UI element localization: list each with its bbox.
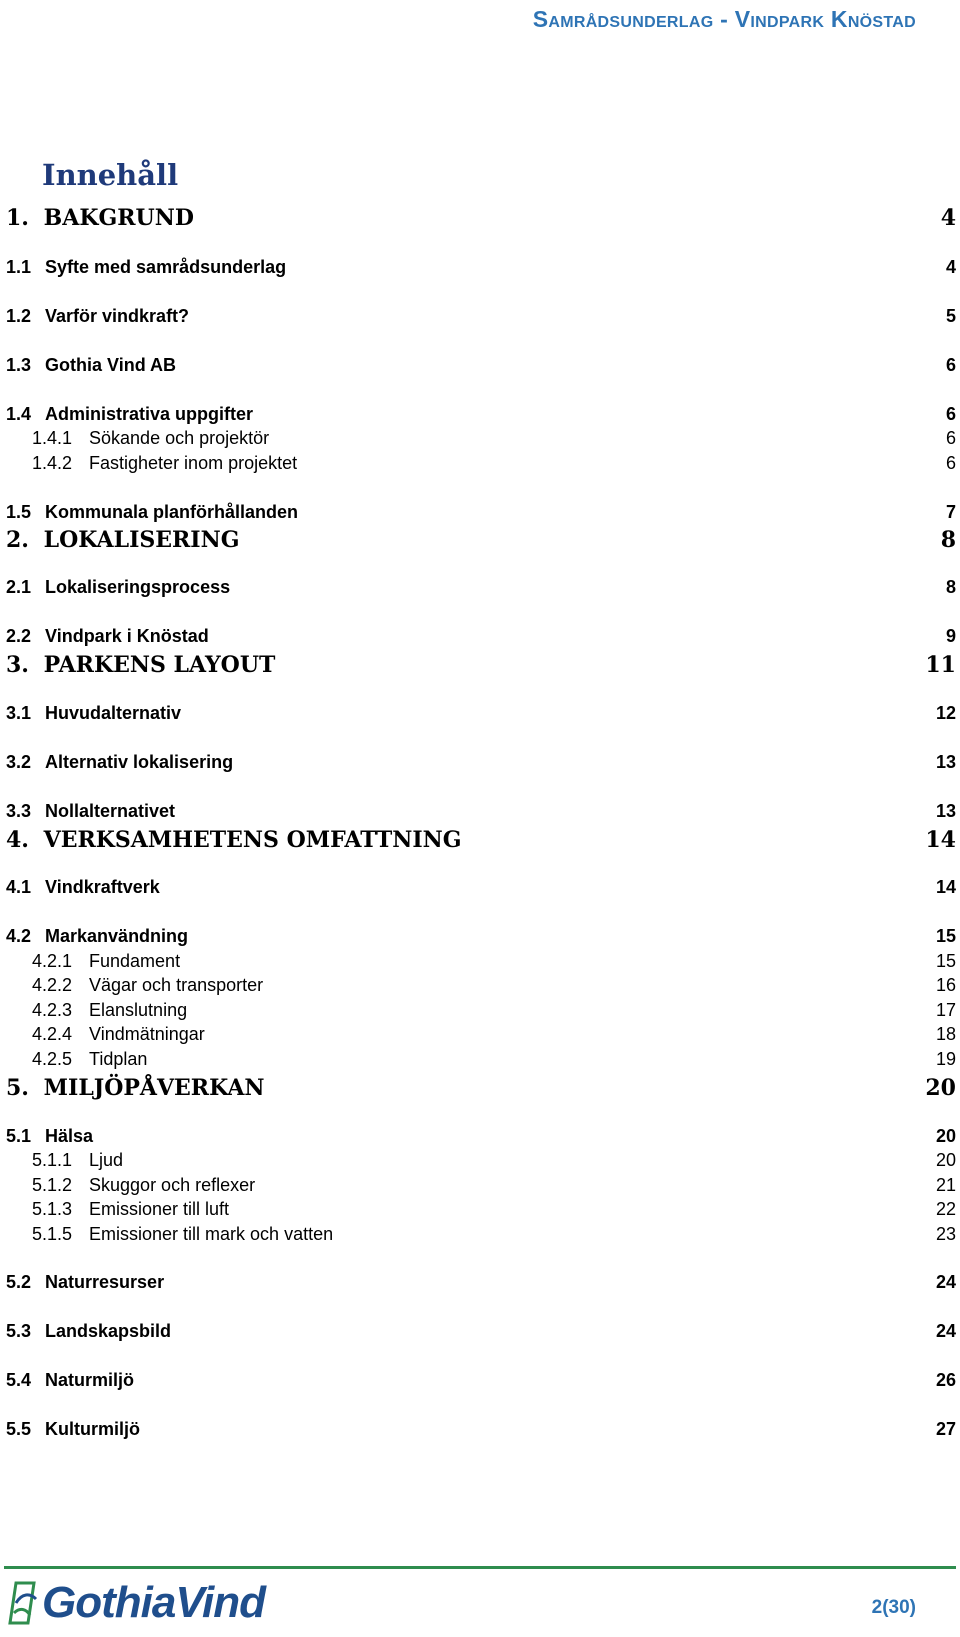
toc-entry-page: 14	[925, 827, 956, 853]
toc-entry-number: 2.1	[6, 577, 32, 597]
toc-entry[interactable]	[6, 703, 956, 724]
toc-entry-label	[6, 801, 175, 822]
toc-entry-number: 1.4.1	[32, 428, 73, 448]
toc-entry-number: 5.	[6, 1075, 29, 1101]
toc-entry-label	[6, 502, 298, 523]
toc-entry-label	[6, 1419, 140, 1440]
toc-entry-number: 5.2	[6, 1272, 32, 1292]
toc-entry-page: 17	[935, 1000, 956, 1020]
toc-entry-title: Kulturmiljö	[45, 1419, 141, 1439]
toc-entry[interactable]	[6, 1321, 956, 1342]
logo-wordmark: GothiaVind	[42, 1578, 266, 1627]
toc-entry-page: 5	[945, 306, 956, 326]
toc-entry-number: 3.	[6, 652, 29, 678]
toc-entry[interactable]	[32, 1175, 956, 1196]
toc-entry-label	[6, 577, 230, 598]
toc-entry-number: 5.3	[6, 1321, 32, 1341]
toc-entry-label	[6, 306, 189, 327]
toc-entry-number: 1.3	[6, 355, 32, 375]
toc-entry-number: 4.2.1	[32, 951, 73, 971]
toc-entry-label	[32, 1049, 147, 1070]
toc-entry-title: Ljud	[89, 1150, 124, 1170]
toc-entry-page: 9	[945, 626, 956, 646]
toc-entry[interactable]	[6, 527, 956, 553]
toc-entry[interactable]	[6, 257, 956, 278]
toc-entry[interactable]	[32, 428, 956, 449]
toc-entry-label	[6, 355, 176, 376]
toc-entry-title: Vägar och transporter	[89, 975, 264, 995]
toc-entry[interactable]	[32, 1150, 956, 1171]
toc-entry-title: Vindkraftverk	[45, 877, 160, 897]
toc-entry-number: 4.	[6, 827, 29, 853]
toc-entry[interactable]	[6, 404, 956, 425]
toc-entry-label	[6, 1321, 171, 1342]
toc-entry-label	[6, 1272, 164, 1293]
toc-entry-number: 4.1	[6, 877, 32, 897]
toc-entry-page: 14	[935, 877, 956, 897]
company-logo	[6, 1578, 265, 1628]
toc-entry-title: PARKENS LAYOUT	[43, 652, 276, 678]
toc-entry[interactable]	[32, 951, 956, 972]
toc-entry-page: 8	[940, 527, 956, 553]
toc-entry-number: 5.1.3	[32, 1199, 73, 1219]
toc-entry-label	[6, 404, 253, 425]
toc-entry-title: Emissioner till mark och vatten	[89, 1224, 334, 1244]
toc-entry-page: 20	[925, 1075, 956, 1101]
toc-entry[interactable]	[6, 1075, 956, 1101]
toc-entry-page: 15	[935, 926, 956, 946]
toc-entry[interactable]	[32, 453, 956, 474]
toc-entry-title: Gothia Vind AB	[45, 355, 177, 375]
toc-entry[interactable]	[6, 1370, 956, 1391]
toc-entry-page: 27	[935, 1419, 956, 1439]
toc-entry[interactable]	[32, 1224, 956, 1245]
toc-entry[interactable]	[32, 1049, 956, 1070]
toc-entry-number: 1.1	[6, 257, 32, 277]
toc-entry-title: Naturmiljö	[45, 1370, 135, 1390]
toc-entry-title: Administrativa uppgifter	[45, 404, 254, 424]
toc-entry-page: 12	[935, 703, 956, 723]
toc-entry-page: 11	[925, 652, 956, 678]
toc-entry-label	[6, 877, 160, 898]
toc-entry-title: Huvudalternativ	[45, 703, 182, 723]
toc-entry-label	[32, 1175, 255, 1196]
toc-entry[interactable]	[6, 926, 956, 947]
toc-entry-title: MILJÖPÅVERKAN	[43, 1075, 265, 1101]
toc-entry-number: 4.2.3	[32, 1000, 73, 1020]
toc-entry-title: Naturresurser	[45, 1272, 165, 1292]
toc-entry-page: 26	[935, 1370, 956, 1390]
toc-entry-page: 18	[935, 1024, 956, 1044]
toc-entry-title: LOKALISERING	[43, 527, 240, 553]
toc-entry-number: 3.2	[6, 752, 32, 772]
toc-entry-number: 5.1.5	[32, 1224, 73, 1244]
toc-entry-label	[32, 1199, 229, 1220]
toc-entry-number: 5.4	[6, 1370, 32, 1390]
toc-entry-label	[6, 205, 194, 231]
toc-entry-label	[6, 1370, 134, 1391]
toc-entry[interactable]	[32, 1000, 956, 1021]
toc-entry-title: Elanslutning	[89, 1000, 188, 1020]
toc-entry-title: BAKGRUND	[43, 205, 194, 231]
toc-entry-page: 4	[940, 205, 956, 231]
toc-entry-number: 1.4	[6, 404, 32, 424]
toc-entry[interactable]	[6, 502, 956, 523]
toc-entry-title: Varför vindkraft?	[45, 306, 190, 326]
toc-entry-label	[32, 428, 269, 449]
toc-entry[interactable]	[6, 1272, 956, 1293]
toc-entry-page: 21	[935, 1175, 956, 1195]
toc-entry-title: Sökande och projektör	[89, 428, 270, 448]
toc-entry-number: 4.2.4	[32, 1024, 73, 1044]
toc-entry-label	[6, 827, 462, 853]
toc-entry[interactable]	[32, 975, 956, 996]
toc-entry-label	[6, 752, 233, 773]
toc-entry[interactable]	[6, 306, 956, 327]
toc-entry-number: 2.2	[6, 626, 32, 646]
toc-entry-label	[32, 1224, 333, 1245]
toc-entry-number: 2.	[6, 527, 29, 553]
toc-entry-label	[6, 626, 209, 647]
toc-entry-number: 1.5	[6, 502, 32, 522]
toc-entry-page: 4	[945, 257, 956, 277]
toc-entry-title: Landskapsbild	[45, 1321, 172, 1341]
toc-entry[interactable]	[32, 1199, 956, 1220]
toc-entry-page: 22	[935, 1199, 956, 1219]
toc-entry-label	[32, 1000, 187, 1021]
toc-entry-label	[32, 975, 263, 996]
toc-entry-page: 16	[935, 975, 956, 995]
toc-entry-page: 20	[935, 1126, 956, 1146]
page-number: 2(30)	[871, 1597, 916, 1618]
toc-entry[interactable]	[32, 1024, 956, 1045]
toc-entry-title: Kommunala planförhållanden	[45, 502, 299, 522]
toc-entry[interactable]	[6, 205, 956, 231]
toc-entry-title: Vindpark i Knöstad	[45, 626, 209, 646]
toc-entry-number: 4.2.5	[32, 1049, 73, 1069]
toc-entry[interactable]	[6, 626, 956, 647]
toc-entry-label	[6, 257, 286, 278]
toc-entry-label	[6, 1126, 93, 1147]
toc-entry-title: Tidplan	[89, 1049, 148, 1069]
toc-entry-page: 23	[935, 1224, 956, 1244]
toc-entry-label	[32, 453, 297, 474]
toc-entry-number: 5.1.1	[32, 1150, 73, 1170]
toc-entry[interactable]	[6, 355, 956, 376]
toc-entry-number: 4.2	[6, 926, 32, 946]
wind-turbine-icon	[6, 1579, 40, 1627]
toc-entry-page: 13	[935, 801, 956, 821]
toc-entry-page: 6	[945, 404, 956, 424]
footer-divider	[4, 1566, 956, 1569]
toc-entry-title: Lokaliseringsprocess	[45, 577, 231, 597]
toc-entry-title: Skuggor och reflexer	[89, 1175, 256, 1195]
toc-entry-label	[6, 703, 181, 724]
toc-entry-label	[32, 951, 180, 972]
toc-entry-label	[6, 1075, 265, 1101]
toc-entry-number: 1.	[6, 205, 29, 231]
toc-entry-title: Hälsa	[45, 1126, 94, 1146]
toc-entry-number: 3.1	[6, 703, 32, 723]
toc-entry-number: 4.2.2	[32, 975, 73, 995]
toc-entry[interactable]	[6, 877, 956, 898]
toc-entry-title: Fastigheter inom projektet	[89, 453, 298, 473]
toc-entry-page: 24	[935, 1272, 956, 1292]
toc-entry-number: 1.4.2	[32, 453, 73, 473]
toc-entry[interactable]	[6, 801, 956, 822]
toc-entry-title: Syfte med samrådsunderlag	[45, 257, 287, 277]
toc-entry-page: 20	[935, 1150, 956, 1170]
toc-entry[interactable]	[6, 652, 956, 678]
toc-entry-title: Vindmätningar	[89, 1024, 205, 1044]
toc-entry[interactable]	[6, 1126, 956, 1147]
toc-heading: Innehåll	[42, 158, 179, 192]
toc-entry-page: 24	[935, 1321, 956, 1341]
toc-entry-label	[32, 1024, 205, 1045]
toc-entry-page: 6	[945, 428, 956, 448]
document-header-title: Samrådsunderlag - Vindpark Knöstad	[532, 6, 916, 32]
toc-entry-label	[6, 527, 240, 553]
toc-entry-page: 7	[945, 502, 956, 522]
toc-entry-page: 6	[945, 453, 956, 473]
toc-entry-title: Alternativ lokalisering	[45, 752, 234, 772]
toc-entry-title: VERKSAMHETENS OMFATTNING	[43, 827, 462, 853]
toc-entry-label	[32, 1150, 123, 1171]
toc-entry[interactable]	[6, 752, 956, 773]
toc-entry-page: 6	[945, 355, 956, 375]
toc-entry-number: 5.5	[6, 1419, 32, 1439]
toc-entry-label	[6, 652, 275, 678]
toc-entry-page: 13	[935, 752, 956, 772]
toc-entry[interactable]	[6, 577, 956, 598]
toc-entry-page: 8	[945, 577, 956, 597]
toc-entry-title: Emissioner till luft	[89, 1199, 230, 1219]
toc-entry-number: 5.1	[6, 1126, 32, 1146]
toc-entry[interactable]	[6, 827, 956, 853]
toc-entry-title: Nollalternativet	[45, 801, 176, 821]
toc-entry-page: 19	[935, 1049, 956, 1069]
toc-entry-number: 3.3	[6, 801, 32, 821]
toc-entry-label	[6, 926, 188, 947]
toc-entry[interactable]	[6, 1419, 956, 1440]
toc-entry-number: 1.2	[6, 306, 32, 326]
toc-entry-number: 5.1.2	[32, 1175, 73, 1195]
toc-entry-page: 15	[935, 951, 956, 971]
toc-entry-title: Fundament	[89, 951, 181, 971]
toc-entry-title: Markanvändning	[45, 926, 189, 946]
